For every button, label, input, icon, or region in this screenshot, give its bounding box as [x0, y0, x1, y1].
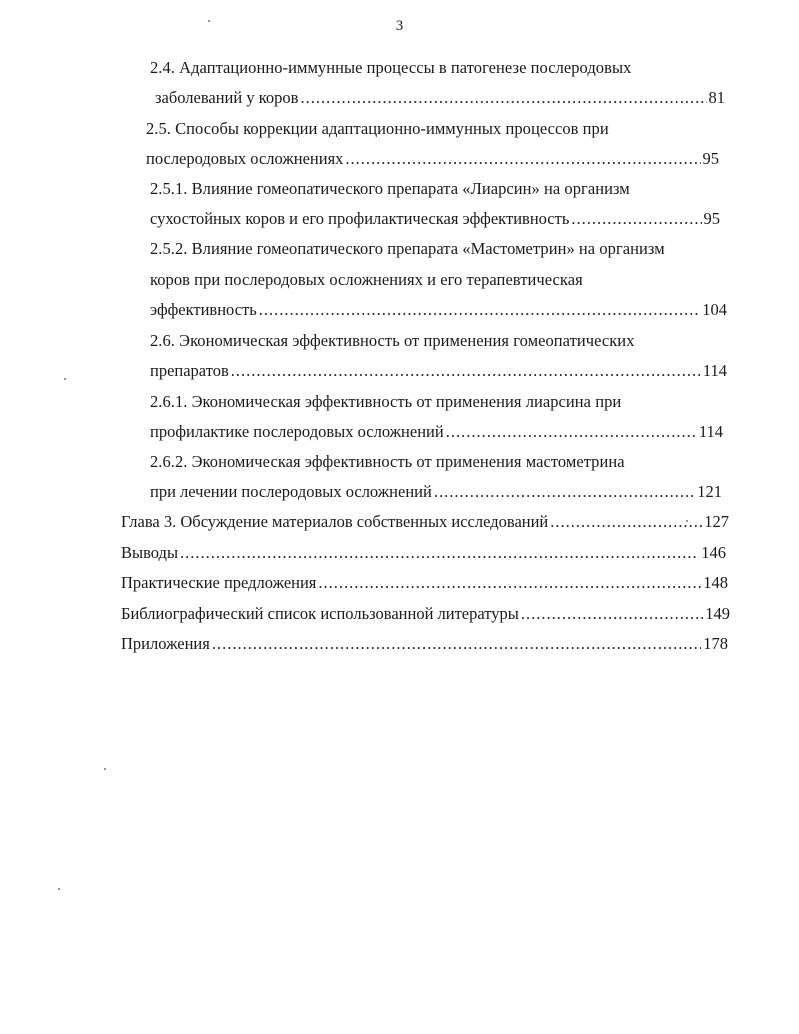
dot-leader	[318, 573, 701, 593]
toc-entry-chapter-3-text: Глава 3. Обсуждение материалов собственных исследований	[121, 512, 549, 531]
dot-leader	[571, 209, 701, 229]
toc-entry-2-5-2-line2: коров при послеродовых осложнениях и его терапевтическая	[150, 270, 583, 289]
toc-entry-2-5-2-text: эффективность	[150, 300, 257, 319]
toc-entry-2-6-2	[150, 482, 722, 502]
dot-leader	[434, 482, 695, 502]
toc-entry-chapter-3-page: 127	[704, 512, 729, 531]
scan-speck	[686, 520, 688, 522]
dot-leader	[550, 512, 702, 532]
toc-entry-chapter-3	[121, 512, 729, 532]
toc-entry-appendix	[121, 634, 728, 654]
dot-leader	[345, 149, 700, 169]
toc-entry-2-4-text: заболеваний у коров	[155, 88, 299, 107]
toc-entry-2-5-1-text: сухостойных коров и его профилактическая эффективность	[150, 209, 570, 228]
toc-entry-2-5-page: 95	[702, 149, 719, 168]
dot-leader	[180, 543, 699, 563]
dot-leader	[259, 300, 700, 320]
dot-leader	[446, 422, 697, 442]
toc-entry-2-6-text: препаратов	[150, 361, 229, 380]
scan-speck	[64, 378, 66, 380]
toc-entry-2-5-text: послеродовых осложнениях	[146, 149, 344, 168]
toc-entry-2-5-1-title: 2.5.1. Влияние гомеопатического препарата «Лиарсин» на организм	[150, 179, 630, 198]
dot-leader	[231, 361, 701, 381]
toc-entry-conclusions-text: Выводы	[121, 543, 179, 562]
toc-entry-bibliography-text: Библиографический список использованной литературы	[121, 604, 519, 623]
toc-entry-appendix-page: 178	[703, 634, 728, 653]
toc-entry-practical-page: 148	[703, 573, 728, 592]
toc-entry-appendix-text: Приложения	[121, 634, 210, 653]
dot-leader	[521, 604, 703, 624]
dot-leader	[212, 634, 701, 654]
scan-speck	[58, 888, 60, 890]
toc-entry-2-5-2	[150, 300, 727, 320]
scan-speck	[104, 768, 106, 770]
toc-entry-2-6-1-page: 114	[698, 422, 723, 441]
toc-entry-conclusions-page: 146	[701, 543, 726, 562]
toc-entry-2-5-2-title: 2.5.2. Влияние гомеопатического препарата «Мастометрин» на организм	[150, 239, 665, 258]
toc-entry-2-6-2-text: при лечении послеродовых осложнений	[150, 482, 432, 501]
toc-entry-2-6-page: 114	[702, 361, 727, 380]
toc-entry-2-5-1	[150, 209, 720, 229]
toc-entry-2-6	[150, 361, 727, 381]
toc-entry-2-4-title: 2.4. Адаптационно-иммунные процессы в патогенезе послеродовых	[150, 58, 632, 77]
page-number: 3	[395, 18, 404, 34]
toc-entry-2-6-2-page: 121	[697, 482, 722, 501]
toc-entry-bibliography-page: 149	[705, 604, 730, 623]
toc-entry-2-4	[155, 88, 725, 108]
toc-entry-2-6-1-text: профилактике послеродовых осложнений	[150, 422, 444, 441]
toc-entry-2-5-2-page: 104	[702, 300, 727, 319]
toc-entry-bibliography	[121, 604, 730, 624]
toc-entry-2-5-1-page: 95	[703, 209, 720, 228]
toc-entry-conclusions	[121, 543, 726, 563]
toc-entry-2-6-1-title: 2.6.1. Экономическая эффективность от применения лиарсина при	[150, 392, 622, 411]
toc-entry-2-6-2-title: 2.6.2. Экономическая эффективность от применения мастометрина	[150, 452, 625, 471]
scan-speck	[208, 20, 210, 22]
toc-entry-2-5-title: 2.5. Способы коррекции адаптационно-иммунных процессов при	[146, 119, 609, 138]
toc-entry-2-4-page: 81	[708, 88, 725, 107]
toc-entry-practical-text: Практические предложения	[121, 573, 317, 592]
toc-entry-2-6-1	[150, 422, 723, 442]
dot-leader	[300, 88, 706, 108]
toc-entry-2-6-title: 2.6. Экономическая эффективность от применения гомеопатических	[150, 331, 635, 350]
toc-entry-practical	[121, 573, 728, 593]
toc-entry-2-5	[146, 149, 719, 169]
